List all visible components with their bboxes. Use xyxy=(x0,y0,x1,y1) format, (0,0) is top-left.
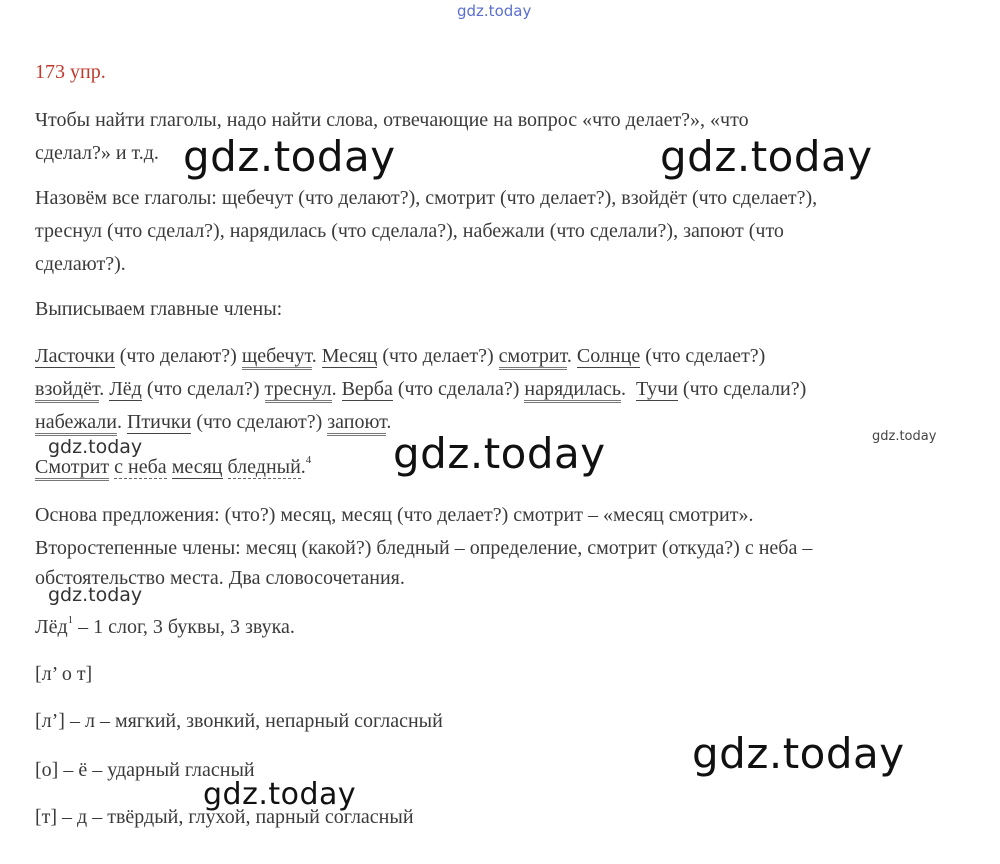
punct: . xyxy=(620,378,636,400)
subject-word: Тучи xyxy=(635,378,678,400)
sentence-index: 4 xyxy=(305,454,312,466)
subject-word: Лёд xyxy=(109,378,142,400)
watermark-large: gdz.today xyxy=(692,729,905,778)
punct: . xyxy=(331,378,342,400)
exercise-title: 173 упр. xyxy=(35,61,106,83)
watermark-small: gdz.today xyxy=(48,436,143,458)
subject-word: Месяц xyxy=(321,345,378,367)
sound-line: [о] – ё – ударный гласный xyxy=(35,759,255,781)
watermark-small: gdz.today xyxy=(872,429,937,444)
question: (что сделают?) xyxy=(191,411,328,433)
subject-word: месяц xyxy=(171,456,223,478)
verbs-line: Назовём все глаголы: щебечут (что делают?), смотрит (что делает?), взойдёт (что сделает?), xyxy=(35,187,818,209)
question: (что делают?) xyxy=(114,345,242,367)
subject-word: Верба xyxy=(341,378,393,400)
intro-line: сделал?» и т.д. xyxy=(35,142,159,164)
watermark-large: gdz.today xyxy=(183,132,396,181)
watermark-large: gdz.today xyxy=(660,132,873,181)
predicate-word: набежали xyxy=(35,411,117,436)
watermark-large: gdz.today xyxy=(393,429,606,478)
punct: . xyxy=(386,411,392,433)
sentence-parsed xyxy=(35,454,312,478)
subject-word: Птички xyxy=(126,411,192,433)
predicate-word: треснул xyxy=(265,378,332,403)
predicate-word: Смотрит xyxy=(35,456,109,481)
sound-line: [л’] – л – мягкий, звонкий, непарный согласный xyxy=(35,710,443,732)
main-members-heading: Выписываем главные члены: xyxy=(35,298,283,320)
transcription: [л’ о т] xyxy=(35,663,93,685)
watermark-small: gdz.today xyxy=(48,584,143,606)
punct: . xyxy=(300,456,306,478)
predicate-word: щебечут xyxy=(242,345,312,370)
predicate-word: смотрит xyxy=(499,345,567,370)
verbs-line: сделают?). xyxy=(35,253,126,275)
phonetic-word: Лёд xyxy=(35,616,68,638)
punct: . xyxy=(566,345,577,367)
watermark-medium: gdz.today xyxy=(203,777,357,812)
question: (что сделали?) xyxy=(677,378,807,400)
subject-word: Ласточки xyxy=(35,345,115,367)
analysis-line: Второстепенные члены: месяц (какой?) бледный – определение, смотрит (откуда?) с неба – xyxy=(35,537,813,559)
attribute-word: бледный xyxy=(227,456,301,478)
pairs-line xyxy=(35,346,765,366)
circumstance-word: с неба xyxy=(114,456,167,478)
analysis-line: Основа предложения: (что?) месяц, месяц (что делает?) смотрит – «месяц смотрит». xyxy=(35,504,754,526)
punct: . xyxy=(116,411,127,433)
phonetic-summary xyxy=(35,614,295,638)
punct: . xyxy=(311,345,322,367)
question: (что сделала?) xyxy=(392,378,525,400)
predicate-word: запоют xyxy=(327,411,386,436)
watermark-top: gdz.today xyxy=(457,2,532,20)
analysis-line: обстоятельство места. Два словосочетания. xyxy=(35,567,405,589)
phonetic-index: 1 xyxy=(67,614,74,626)
question: (что сделает?) xyxy=(640,345,766,367)
sound-line: [т] – д – твёрдый, глухой, парный согласный xyxy=(35,806,414,828)
verbs-line: треснул (что сделал?), нарядилась (что сделала?), набежали (что сделали?), запоют (что xyxy=(35,220,784,242)
punct: . xyxy=(99,378,110,400)
predicate-word: нарядилась xyxy=(524,378,621,403)
pairs-line xyxy=(35,379,806,399)
predicate-word: взойдёт xyxy=(35,378,99,403)
subject-word: Солнце xyxy=(576,345,641,367)
question: (что сделал?) xyxy=(141,378,265,400)
pairs-line xyxy=(35,412,391,432)
question: (что делает?) xyxy=(377,345,499,367)
intro-line: Чтобы найти глаголы, надо найти слова, отвечающие на вопрос «что делает?», «что xyxy=(35,109,749,131)
phonetic-summary-text: – 1 слог, 3 буквы, 3 звука. xyxy=(73,616,295,638)
